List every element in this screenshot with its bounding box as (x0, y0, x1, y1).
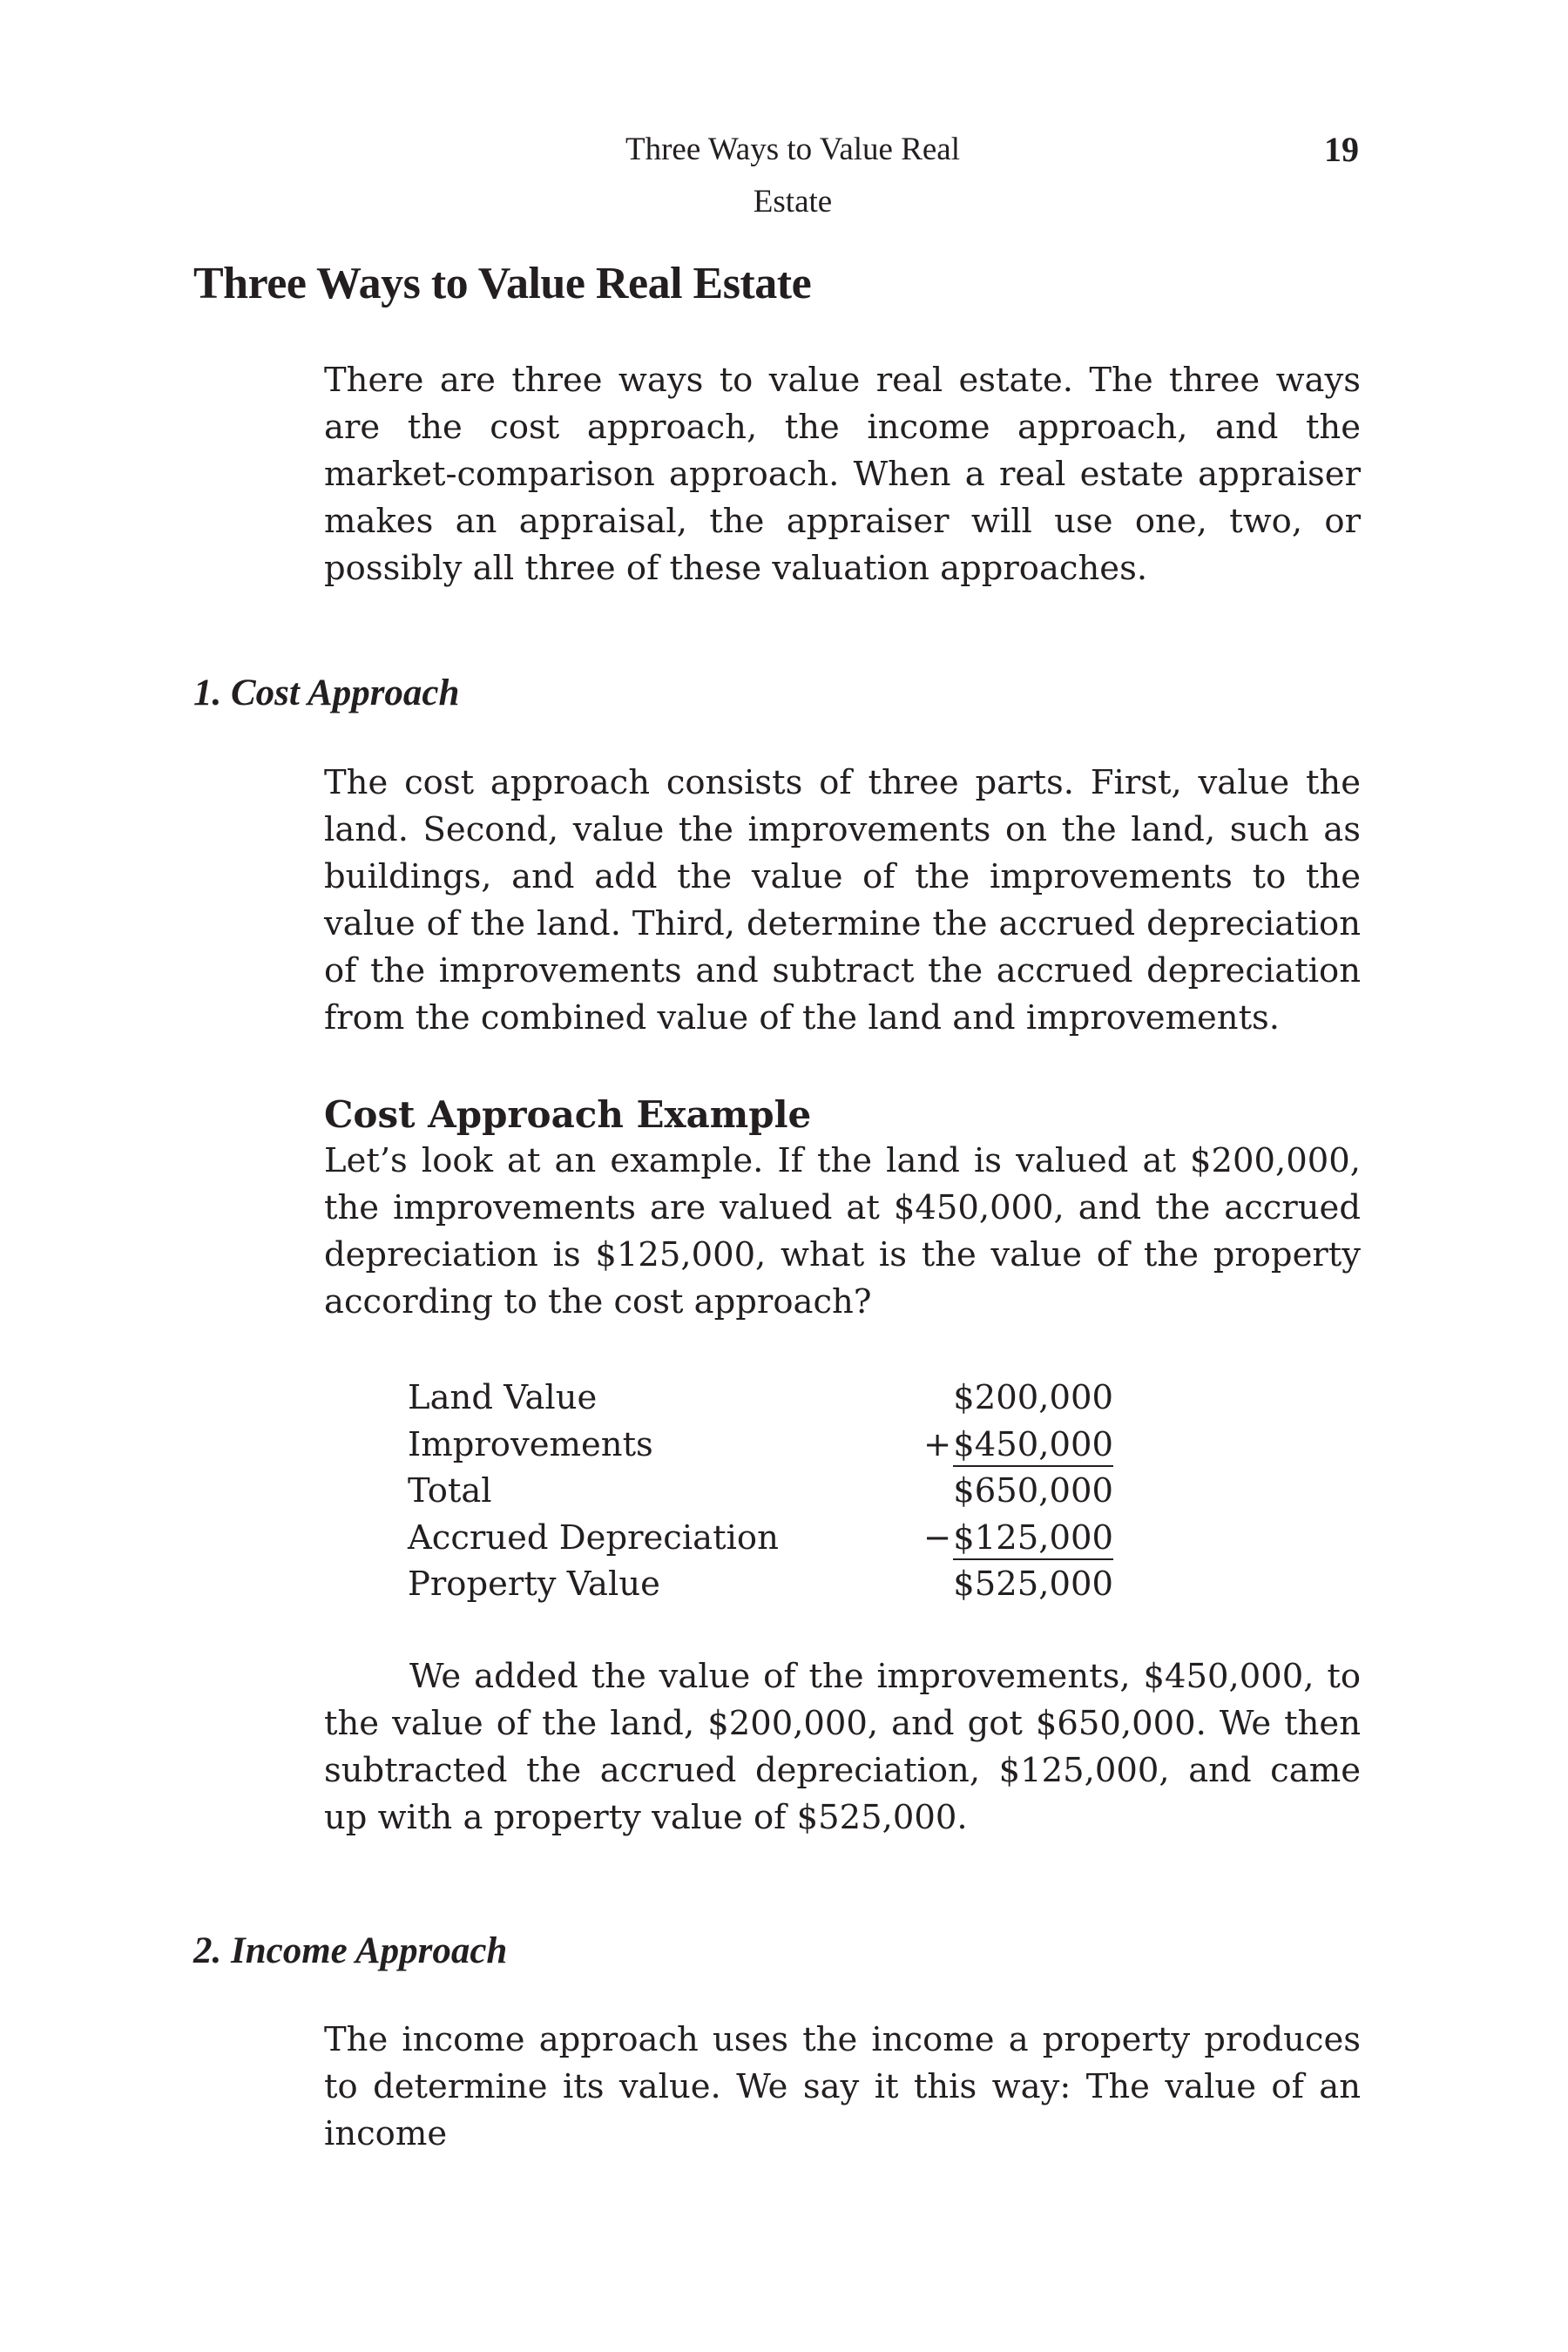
calc-sign: − (923, 1517, 952, 1558)
income-approach-heading: 2. Income Approach (193, 1930, 508, 1971)
calc-amount: $450,000 (953, 1424, 1113, 1467)
page-number: 19 (1324, 130, 1359, 169)
intro-paragraph: There are three ways to value real estate. The three ways are the cost approach, the income approach, and the market-comparison approach. When a real estate appraiser makes an appraisal, the appraiser will use one, two, or possibly all three of these valuation approaches. (324, 361, 1361, 588)
cost-calculation-table (408, 1375, 1113, 1608)
cost-approach-example-text: Let’s look at an example. If the land is valued at $200,000, the improvements are valued at $450,000, and the accrued depreciation is $125,000, what is the value of the property according to the cost approach? (324, 1141, 1361, 1321)
calc-sign: + (923, 1424, 952, 1464)
running-head-title: Three Ways to Value Real Estate (625, 132, 961, 220)
cost-approach-explanation: We added the value of the improvements, $450,000, to the value of the land, $200,000, and got $650,000. We then subtracted the accrued depreciation, $125,000, and came up with a property value of $525,000. (324, 1657, 1361, 1837)
income-approach-description: The income approach uses the income a property produces to determine its value. We say it this way: The value of an income (324, 2020, 1361, 2153)
calc-amount: $525,000 (953, 1565, 1113, 1604)
calc-amount: $200,000 (953, 1378, 1113, 1417)
chapter-title: Three Ways to Value Real Estate (193, 259, 812, 308)
cost-approach-heading: 1. Cost Approach (193, 672, 460, 713)
calc-row-total (408, 1468, 1113, 1515)
calc-label: Property Value (408, 1565, 660, 1604)
calc-row-accrued-depreciation (408, 1515, 1113, 1562)
calc-label: Land Value (408, 1378, 598, 1417)
running-head (174, 124, 1359, 220)
calc-amount: $125,000 (953, 1517, 1113, 1560)
calc-row-property-value (408, 1561, 1113, 1608)
calc-row-land-value (408, 1375, 1113, 1422)
cost-approach-example-heading: Cost Approach Example (324, 1093, 812, 1136)
calc-amount: $650,000 (953, 1471, 1113, 1511)
calc-label: Improvements (408, 1424, 653, 1464)
calc-label: Total (408, 1471, 492, 1511)
cost-approach-description: The cost approach consists of three parts. First, value the land. Second, value the improvements on the land, such as buildings, and add the value of the improvements to the value of the land. Third, determine the accrued depreciation of the improvements and subtract the accrued depreciation from the combined value of the land and improvements. (324, 763, 1361, 1037)
calc-label: Accrued Depreciation (408, 1517, 779, 1558)
calc-row-improvements (408, 1422, 1113, 1469)
